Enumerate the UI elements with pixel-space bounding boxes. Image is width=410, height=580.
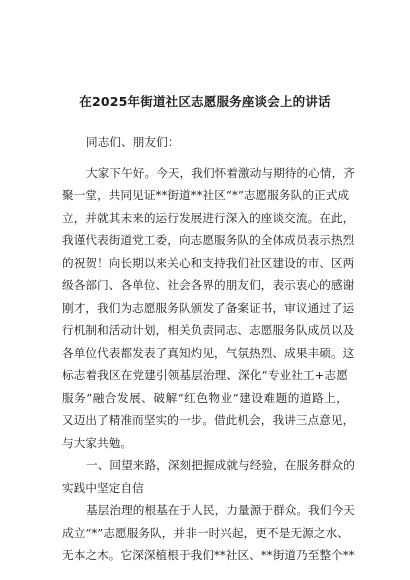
text-line: 与大家共勉。 — [62, 435, 133, 450]
text-line: 基层治理的根基在于人民，力量源于群众。我们今天 — [86, 503, 355, 517]
text-line: 无本之木。它深深植根于我们**社区、**街道乃至整个** — [62, 548, 355, 562]
text-line: 行机制和活动计划，相关负责同志、志愿服务队成员以及 — [62, 323, 355, 337]
text-line: 的祝贺！向长期以来关心和支持我们社区建设的市、区两 — [62, 255, 355, 270]
text-line: 同志们、朋友们： — [86, 135, 180, 149]
text-line: 聚一堂，共同见证**街道**社区“*”志愿服务队的正式成 — [62, 188, 350, 202]
text-line: 我谨代表街道党工委，向志愿服务队的全体成员表示热烈 — [62, 233, 355, 247]
document-title: 在2025年街道社区志愿服务座谈会上的讲话 — [79, 94, 331, 109]
text-line: 刚才，我们为志愿服务队颁发了备案证书，审议通过了运 — [62, 300, 355, 315]
text-line: 实践中坚定自信 — [62, 480, 144, 495]
text-line: 成立“*”志愿服务队，并非一时兴起，更不是无源之水、 — [62, 525, 349, 540]
paragraph-gap — [62, 154, 348, 162]
text-line: 各单位代表都发表了真知灼见，气氛热烈、成果丰硕。这 — [62, 345, 355, 360]
text-line: 服务”融合发展、破解“红色物业”建设难题的道路上， — [62, 390, 348, 405]
text-line: 立，并就其未来的运行发展进行深入的座谈交流。在此， — [62, 210, 355, 225]
document-body — [62, 131, 355, 567]
text-line: 又迈出了精准而坚实的一步。借此机会，我讲三点意见， — [62, 413, 355, 427]
text-line: 一、回望来路，深刻把握成就与经验，在服务群众的 — [86, 458, 355, 472]
text-line: 标志着我区在党建引领基层治理、深化“专业社工+志愿 — [62, 368, 348, 382]
text-line: 级各部门、各单位、社会各界的朋友们，表示衷心的感谢 — [62, 278, 355, 292]
text-line: 大家下午好。今天，我们怀着激动与期待的心情，齐 — [86, 165, 355, 180]
